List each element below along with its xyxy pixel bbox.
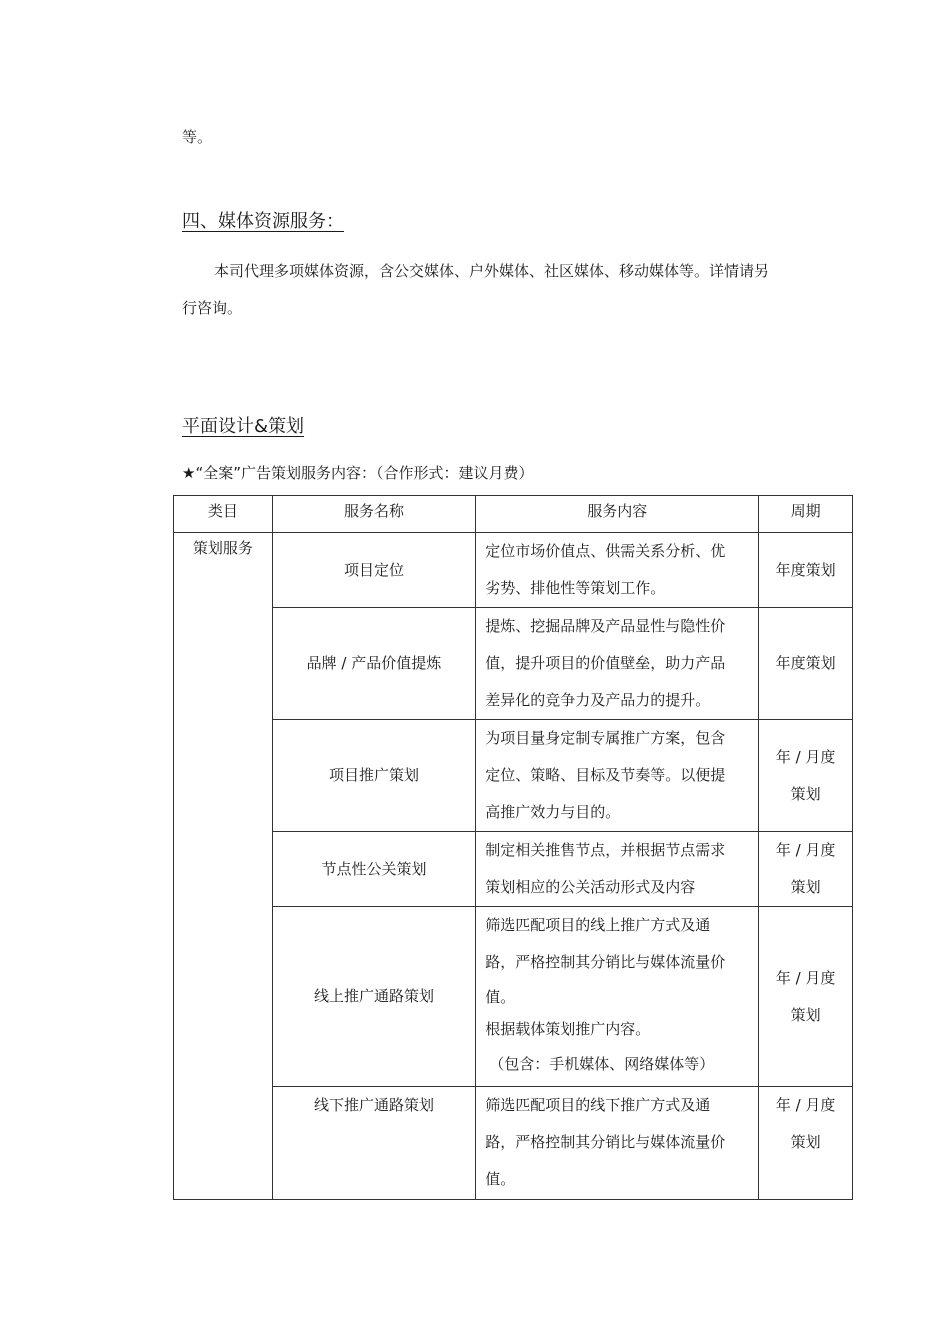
service-content-cell [476, 1087, 759, 1200]
content-line: 筛选匹配项目的线下推广方式及通 [485, 1096, 711, 1114]
content-line: 为项目量身定制专属推广方案，包含 [485, 729, 726, 747]
period-line: 年度策划 [775, 560, 836, 579]
service-content-cell [476, 608, 759, 720]
period-cell [759, 608, 853, 720]
content-line: 定位、策略、目标及节奏等。以便提 [485, 766, 726, 784]
content-line: 定位市场价值点、供需关系分析、优 [485, 542, 726, 560]
period-line: 年 / 月度 [775, 841, 836, 859]
service-name-cell: 线上推广通路策划 [272, 907, 475, 1087]
table-row [174, 907, 853, 1087]
content-line: 值。 [485, 1170, 516, 1188]
content-line: 提炼、挖掘品牌及产品显性与隐性价 [485, 617, 726, 635]
period-cell [759, 832, 853, 907]
service-name-cell: 品牌 / 产品价值提炼 [272, 608, 475, 720]
media-paragraph-line-2: 行咨询。 [182, 299, 243, 317]
period-cell [759, 907, 853, 1087]
service-note: ★“全案”广告策划服务内容：（合作形式：建议月费） [182, 464, 534, 482]
period-cell [759, 1087, 853, 1200]
table-row [174, 533, 853, 608]
content-line: 路，严格控制其分销比与媒体流量价 [485, 1133, 726, 1151]
table-row [174, 608, 853, 720]
period-line: 年度策划 [775, 654, 836, 672]
service-name-cell: 节点性公关策划 [272, 832, 475, 907]
period-cell [759, 720, 853, 832]
service-table [173, 495, 853, 1200]
content-line: 值，提升项目的价值壁垒，助力产品 [485, 654, 726, 672]
period-line: 策划 [790, 1133, 821, 1151]
period-line: 策划 [790, 784, 821, 803]
content-line: 差异化的竞争力及产品力的提升。 [485, 691, 711, 709]
category-cell [174, 533, 273, 1200]
period-line: 年 / 月度 [775, 968, 836, 987]
service-content-cell [476, 832, 759, 907]
section-heading-media: 四、媒体资源服务： [182, 211, 344, 232]
section-heading-design: 平面设计&策划 [182, 416, 305, 437]
content-line: 劣势、排他性等策划工作。 [485, 579, 666, 597]
continuation-text: 等。 [182, 128, 213, 146]
table-row [174, 1087, 853, 1200]
period-cell [759, 533, 853, 608]
service-content-cell [476, 533, 759, 608]
content-line: 筛选匹配项目的线上推广方式及通 [485, 916, 711, 934]
period-line: 年 / 月度 [775, 747, 836, 766]
service-content-cell [476, 907, 759, 1087]
table-header-row [174, 496, 853, 533]
period-line: 策划 [790, 878, 821, 896]
header-category: 类目 [174, 496, 273, 533]
content-line: 路，严格控制其分销比与媒体流量价 [485, 953, 726, 971]
table-row [174, 832, 853, 907]
content-line: 策划相应的公关活动形式及内容 [485, 878, 696, 896]
content-line: （包含：手机媒体、网络媒体等） [489, 1055, 715, 1073]
table-row [174, 720, 853, 832]
period-line: 策划 [790, 1005, 821, 1024]
header-period: 周期 [759, 496, 853, 533]
service-name-cell: 线下推广通路策划 [272, 1087, 475, 1200]
header-service-content: 服务内容 [476, 496, 759, 533]
service-name-cell: 项目推广策划 [272, 720, 475, 832]
media-paragraph-line-1: 本司代理多项媒体资源，含公交媒体、户外媒体、社区媒体、移动媒体等。详情请另 [214, 262, 770, 280]
content-line: 高推广效力与目的。 [485, 803, 621, 821]
service-name-cell: 项目定位 [272, 533, 475, 608]
category-label: 策划服务 [192, 539, 253, 557]
content-line: 制定相关推售节点，并根据节点需求 [485, 841, 726, 859]
content-line: 根据载体策划推广内容。 [485, 1020, 651, 1038]
service-content-cell [476, 720, 759, 832]
content-line: 值。 [485, 988, 516, 1006]
period-line: 年 / 月度 [775, 1096, 836, 1114]
header-service-name: 服务名称 [272, 496, 475, 533]
